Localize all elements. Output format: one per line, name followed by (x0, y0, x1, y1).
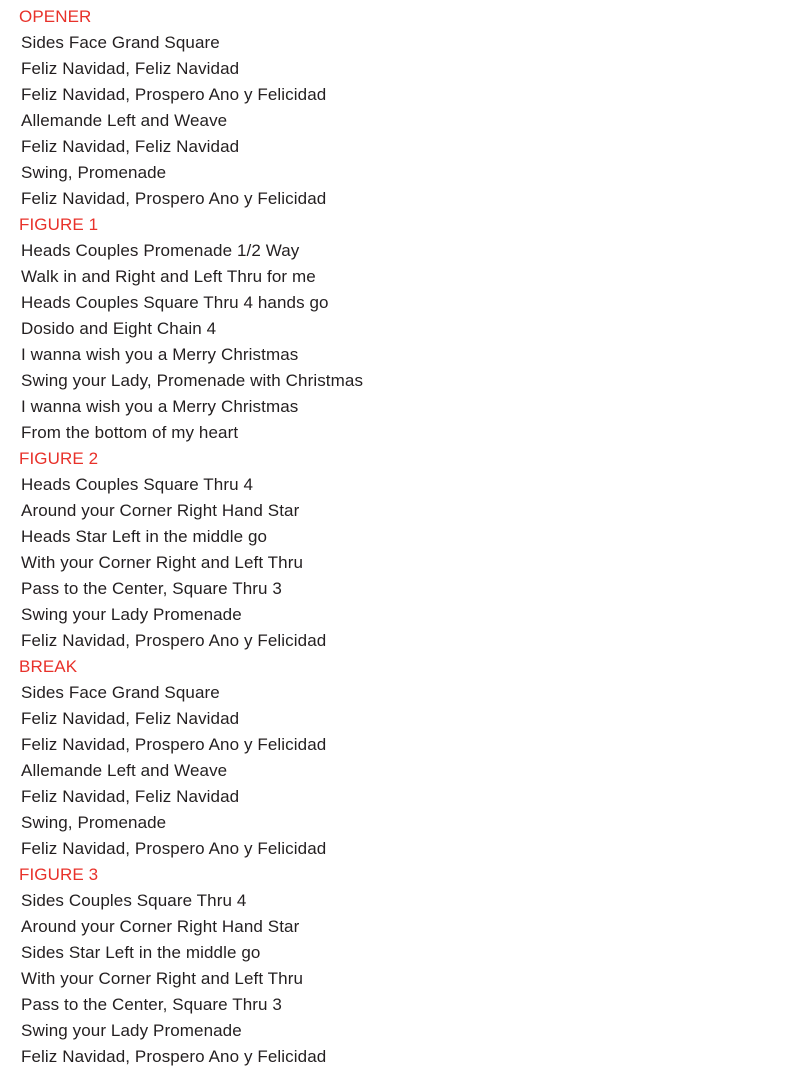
call-line: Swing your Lady Promenade (21, 605, 242, 624)
call-line: Heads Couples Square Thru 4 (21, 475, 254, 494)
call-line: I wanna wish you a Merry Christmas (21, 397, 299, 416)
call-line: Allemande Left and Weave (21, 111, 228, 130)
call-line: With your Corner Right and Left Thru (21, 969, 304, 988)
call-line: Around your Corner Right Hand Star (21, 917, 300, 936)
call-line: Feliz Navidad, Prospero Ano y Felicidad (21, 631, 327, 650)
call-line: Swing, Promenade (21, 163, 167, 182)
section-heading: FIGURE 1 (19, 215, 99, 234)
call-line: Feliz Navidad, Feliz Navidad (21, 709, 240, 728)
section-heading: OPENER (19, 7, 92, 26)
call-line: Feliz Navidad, Feliz Navidad (21, 137, 240, 156)
call-line: Swing your Lady, Promenade with Christmas (21, 371, 364, 390)
section-opener (0, 4, 802, 212)
call-line: Swing, Promenade (21, 813, 167, 832)
call-line: Feliz Navidad, Prospero Ano y Felicidad (21, 735, 327, 754)
call-line: Swing your Lady Promenade (21, 1021, 242, 1040)
call-line: Feliz Navidad, Feliz Navidad (21, 787, 240, 806)
call-line: Heads Star Left in the middle go (21, 527, 268, 546)
call-line: With your Corner Right and Left Thru (21, 553, 304, 572)
call-line: Around your Corner Right Hand Star (21, 501, 300, 520)
call-line: Walk in and Right and Left Thru for me (21, 267, 316, 286)
section-break (0, 654, 802, 862)
section-heading: FIGURE 3 (19, 865, 99, 884)
call-line: I wanna wish you a Merry Christmas (21, 345, 299, 364)
section-heading: FIGURE 2 (19, 449, 99, 468)
section-figure-3 (0, 862, 802, 1070)
call-line: Feliz Navidad, Prospero Ano y Felicidad (21, 189, 327, 208)
section-heading: BREAK (19, 657, 78, 676)
call-line: Pass to the Center, Square Thru 3 (21, 995, 282, 1014)
call-line: Pass to the Center, Square Thru 3 (21, 579, 282, 598)
call-line: Heads Couples Promenade 1/2 Way (21, 241, 300, 260)
call-line: From the bottom of my heart (21, 423, 239, 442)
call-line: Sides Face Grand Square (21, 683, 220, 702)
call-line: Feliz Navidad, Prospero Ano y Felicidad (21, 1047, 327, 1066)
call-line: Feliz Navidad, Prospero Ano y Felicidad (21, 85, 327, 104)
call-line: Dosido and Eight Chain 4 (21, 319, 217, 338)
call-line: Sides Face Grand Square (21, 33, 220, 52)
call-line: Sides Couples Square Thru 4 (21, 891, 247, 910)
call-line: Feliz Navidad, Feliz Navidad (21, 59, 240, 78)
call-line: Sides Star Left in the middle go (21, 943, 261, 962)
call-line: Feliz Navidad, Prospero Ano y Felicidad (21, 839, 327, 858)
call-line: Heads Couples Square Thru 4 hands go (21, 293, 329, 312)
section-figure-1 (0, 212, 802, 446)
call-line: Allemande Left and Weave (21, 761, 228, 780)
section-figure-2 (0, 446, 802, 654)
